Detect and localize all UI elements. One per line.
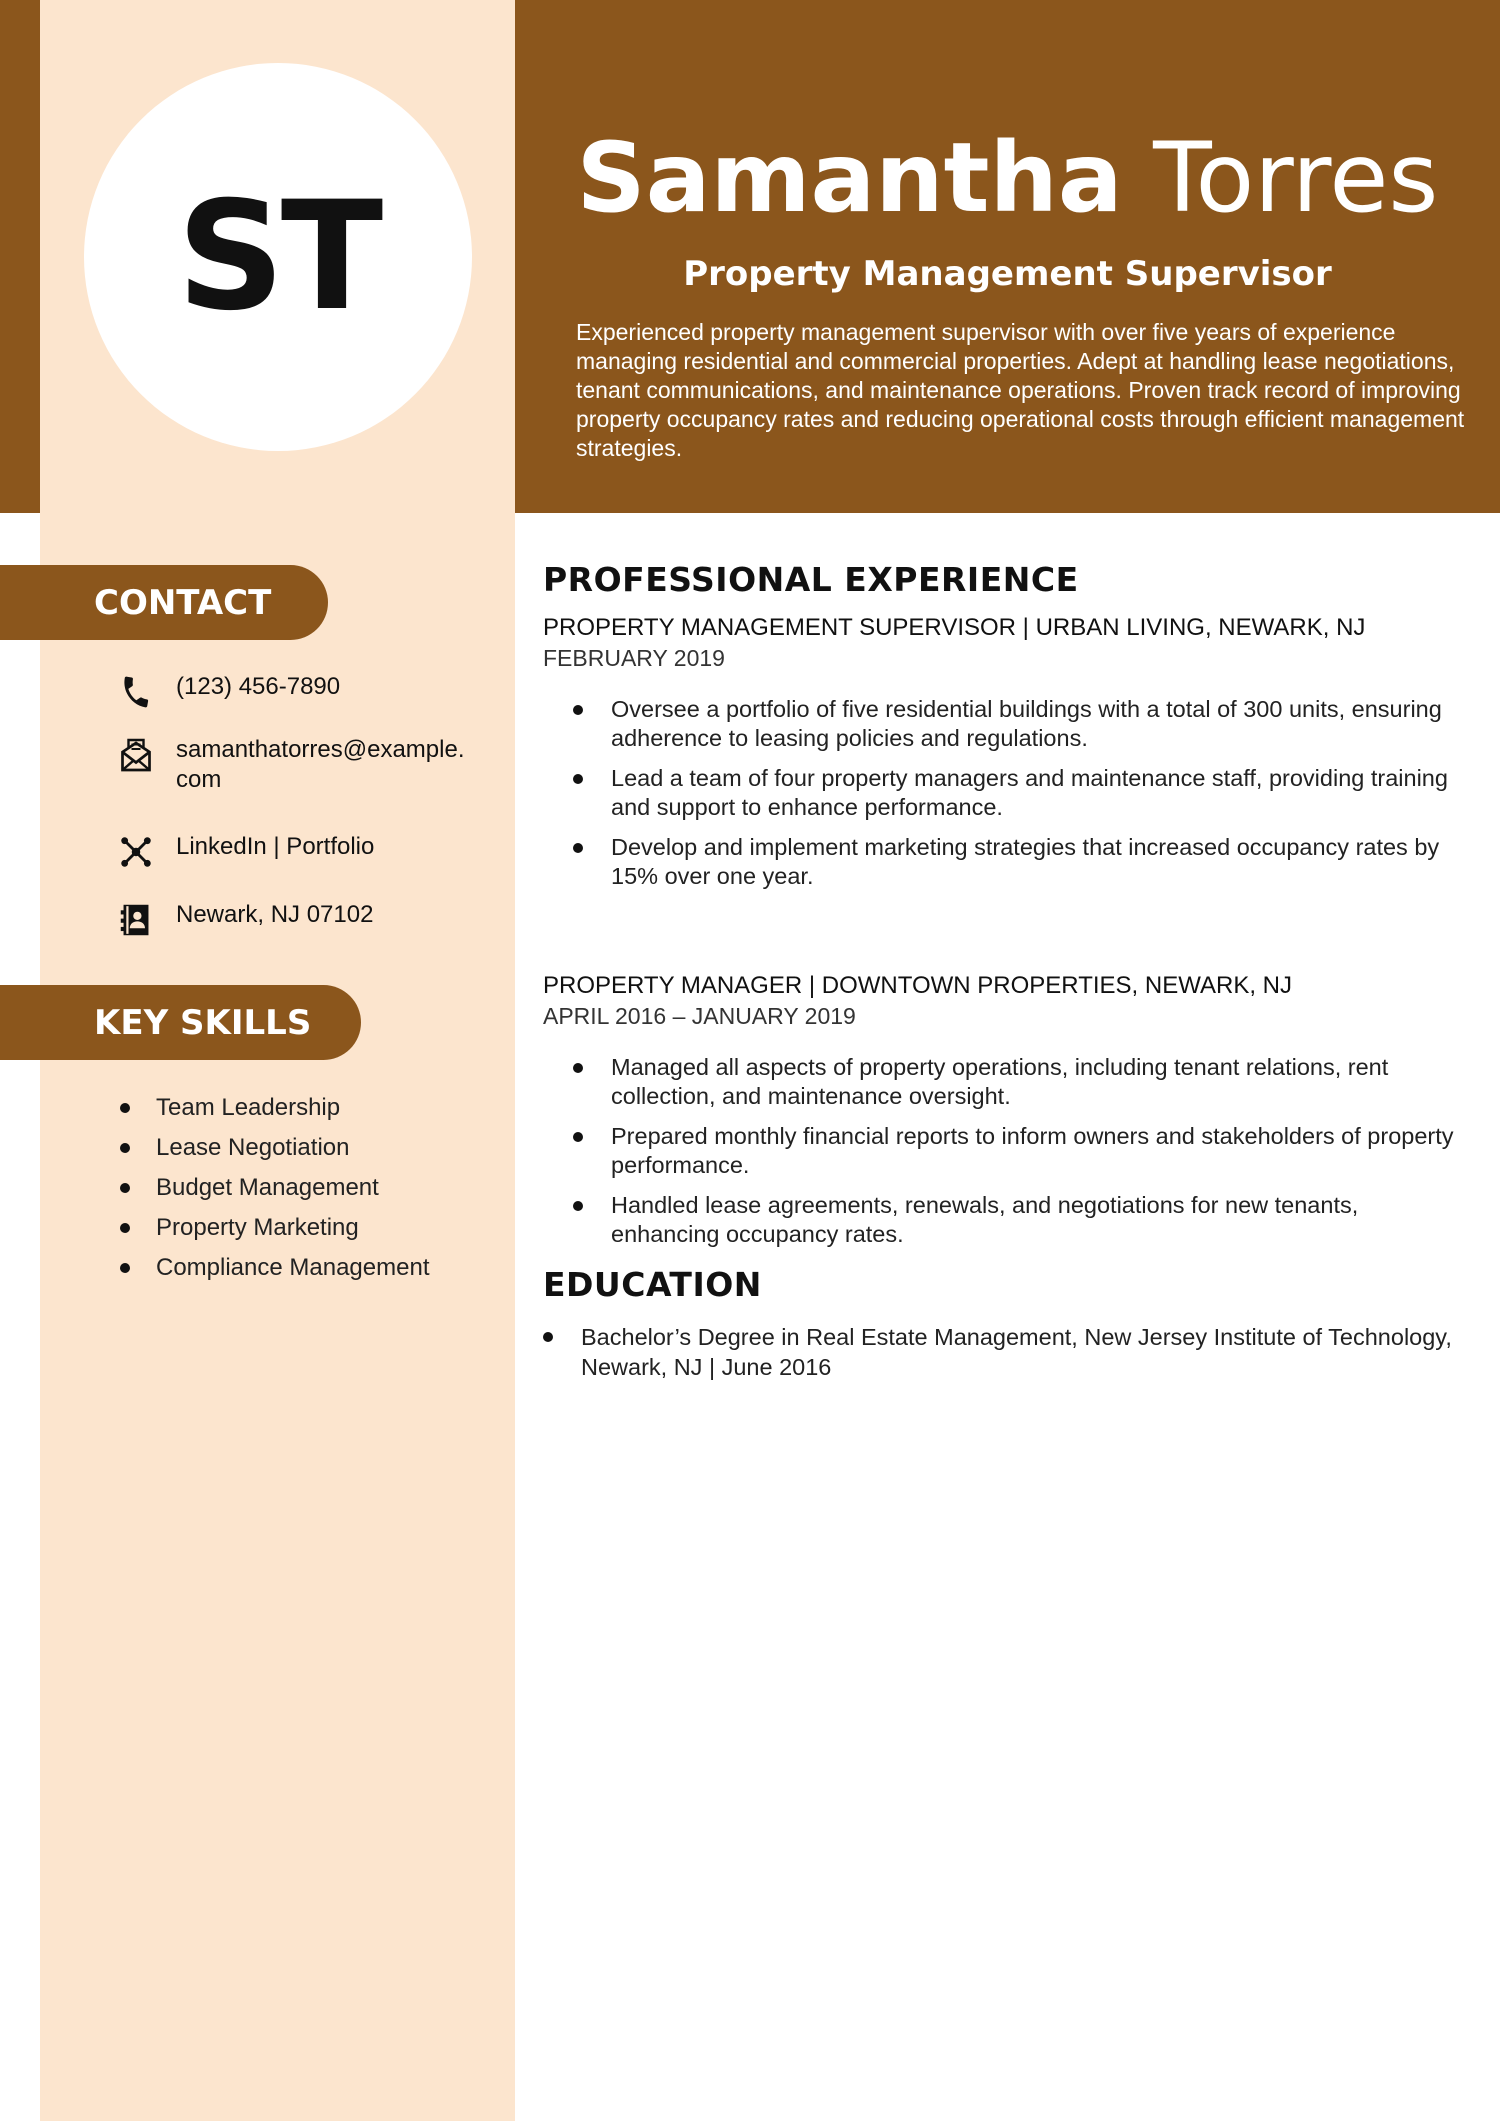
bullet-text: Develop and implement marketing strategies that increased occupancy rates by 15% over one year. <box>611 834 1440 889</box>
job-title: Property Management Supervisor <box>683 254 1332 294</box>
avatar <box>84 63 472 451</box>
skill-text: Budget Management <box>156 1174 379 1201</box>
address-text: Newark, NJ 07102 <box>176 901 374 928</box>
list-item <box>120 1168 429 1208</box>
skills-heading: KEY SKILLS <box>0 985 361 1060</box>
education-heading: EDUCATION <box>543 1265 762 1304</box>
bullet-dot <box>573 843 583 853</box>
job-role: PROPERTY MANAGER | DOWNTOWN PROPERTIES, NEWARK, NJ <box>543 972 1292 999</box>
bullet-dot <box>120 1103 130 1113</box>
contact-address <box>116 900 476 940</box>
links-text: LinkedIn | Portfolio <box>176 833 375 860</box>
bullet-dot <box>120 1223 130 1233</box>
bullet-dot <box>120 1183 130 1193</box>
left-accent-strip <box>0 0 40 513</box>
skill-text: Lease Negotiation <box>156 1134 350 1161</box>
email-text: samanthatorres@example.com <box>176 736 465 793</box>
contact-phone <box>116 672 476 712</box>
experience-heading: PROFESSIONAL EXPERIENCE <box>543 560 1079 599</box>
bullet-dot <box>543 1332 553 1342</box>
list-item <box>120 1088 429 1128</box>
contact-heading: CONTACT <box>0 565 328 640</box>
list-item <box>543 1322 1463 1382</box>
job-role: PROPERTY MANAGEMENT SUPERVISOR | URBAN LIVING, NEWARK, NJ <box>543 614 1366 641</box>
job-date: FEBRUARY 2019 <box>543 645 725 671</box>
list-item <box>120 1248 429 1288</box>
bullet-text: Managed all aspects of property operations, including tenant relations, rent collection, and maintenance oversight. <box>611 1054 1389 1109</box>
list-item <box>573 1122 1463 1180</box>
bullet-text: Handled lease agreements, renewals, and negotiations for new tenants, enhancing occupancy rates. <box>611 1192 1359 1247</box>
bullet-dot <box>120 1263 130 1273</box>
skills-list <box>120 1088 429 1288</box>
bullet-text: Lead a team of four property managers and maintenance staff, providing training and support to enhance performance. <box>611 765 1448 820</box>
list-item <box>573 695 1463 753</box>
address-book-icon <box>116 900 156 940</box>
list-item <box>120 1128 429 1168</box>
bullet-dot <box>573 1063 583 1073</box>
summary: Experienced property management supervisor with over five years of experience managing residential and commercial properties. Adept at handling lease negotiations, tenant communications, and maintenance operations. Proven track record of improving property occupancy rates and reducing operational costs through efficient management strategies. <box>576 319 1465 461</box>
bullet-dot <box>573 1132 583 1142</box>
skill-text: Property Marketing <box>156 1214 359 1241</box>
phone-text: (123) 456-7890 <box>176 673 341 700</box>
last-name: Torres <box>1153 122 1439 234</box>
contact-links <box>116 832 476 872</box>
main-content <box>543 560 1463 1382</box>
list-item <box>573 833 1463 891</box>
bullet-text: Prepared monthly financial reports to inform owners and stakeholders of property performance. <box>611 1123 1454 1178</box>
job-entry <box>543 613 1463 891</box>
job-bullets <box>573 695 1463 891</box>
list-item <box>120 1208 429 1248</box>
education-text: Bachelor’s Degree in Real Estate Management, New Jersey Institute of Technology, Newark, NJ | June 2016 <box>581 1324 1452 1380</box>
network-icon <box>116 832 156 872</box>
job-date: APRIL 2016 – JANUARY 2019 <box>543 1003 856 1029</box>
envelope-icon <box>116 735 156 775</box>
list-item <box>573 764 1463 822</box>
candidate-name <box>515 118 1500 238</box>
bullet-dot <box>120 1143 130 1153</box>
phone-icon <box>116 672 156 712</box>
job-entry <box>543 971 1463 1249</box>
contact-email <box>116 735 476 795</box>
bullet-dot <box>573 705 583 715</box>
skill-text: Team Leadership <box>156 1094 341 1121</box>
avatar-initials: ST <box>176 170 380 344</box>
bullet-text: Oversee a portfolio of five residential buildings with a total of 300 units, ensuring adherence to leasing policies and regulations. <box>611 696 1442 751</box>
education-list <box>543 1322 1463 1382</box>
bullet-dot <box>573 774 583 784</box>
list-item <box>573 1053 1463 1111</box>
job-bullets <box>573 1053 1463 1249</box>
bullet-dot <box>573 1201 583 1211</box>
first-name: Samantha <box>576 122 1123 234</box>
skill-text: Compliance Management <box>156 1254 430 1281</box>
list-item <box>573 1191 1463 1249</box>
